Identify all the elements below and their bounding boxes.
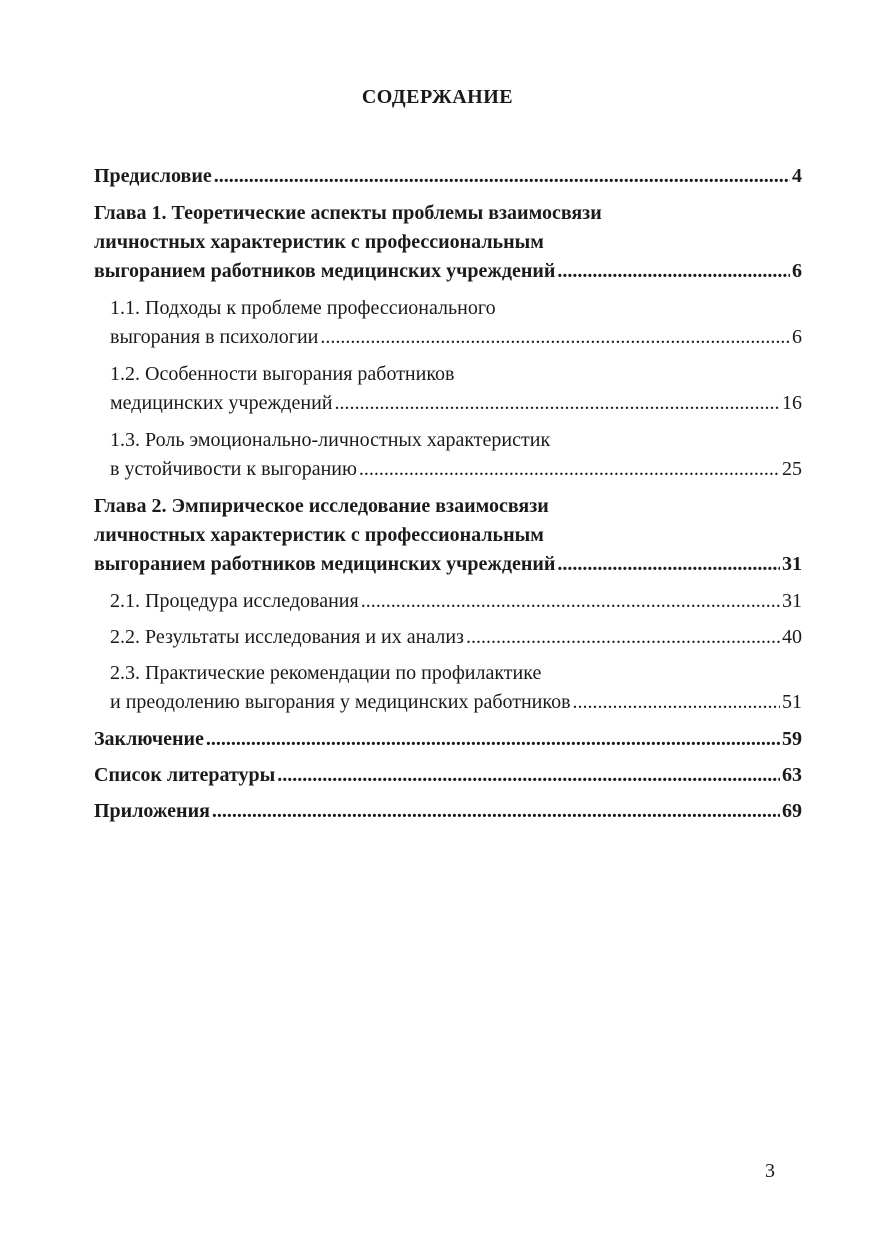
dot-leader	[557, 257, 790, 286]
toc-entry-title: 2.2. Результаты исследования и их анализ	[110, 626, 464, 648]
toc-entry-title: медицинских учреждений	[110, 392, 333, 414]
toc-entry-section-2-3	[94, 659, 802, 717]
dot-leader	[214, 162, 790, 191]
toc-entry-line: Глава 1. Теоретические аспекты проблемы взаимосвязи	[94, 202, 602, 224]
toc-page-number: 31	[782, 590, 802, 612]
toc-entry-title: Список литературы	[94, 764, 276, 786]
dot-leader	[573, 688, 780, 717]
toc-entry-line: 1.1. Подходы к проблеме профессионального	[110, 297, 496, 319]
toc-page-number: 6	[792, 260, 802, 282]
toc-entry-title: выгоранием работников медицинских учреждений	[94, 260, 556, 282]
toc-page-number: 59	[782, 728, 802, 750]
dot-leader	[277, 761, 780, 790]
toc-page-number: 63	[782, 764, 802, 786]
dot-leader	[557, 550, 780, 579]
toc-entry-title: Заключение	[94, 728, 204, 750]
toc-entry-section-1-1	[94, 294, 802, 352]
toc-entry-section-1-3	[94, 426, 802, 484]
toc-entry-preface	[94, 162, 802, 191]
dot-leader	[320, 323, 790, 352]
dot-leader	[212, 797, 780, 826]
toc-entry-section-2-1	[94, 587, 802, 616]
toc-entry-section-2-2	[94, 623, 802, 652]
toc-entry-line: Глава 2. Эмпирическое исследование взаимосвязи	[94, 495, 549, 517]
toc-entry-references	[94, 761, 802, 790]
toc-page-number: 40	[782, 626, 802, 648]
toc-entry-chapter-2	[94, 492, 802, 579]
toc-entry-title: выгорания в психологии	[110, 326, 319, 348]
toc-page-number: 51	[782, 691, 802, 713]
toc-page-number: 25	[782, 458, 802, 480]
dot-leader	[359, 455, 780, 484]
dot-leader	[466, 623, 780, 652]
toc-entry-line: личностных характеристик с профессиональным	[94, 524, 544, 546]
toc-entry-appendices	[94, 797, 802, 826]
toc-entry-title: выгоранием работников медицинских учреждений	[94, 553, 556, 575]
dot-leader	[361, 587, 780, 616]
dot-leader	[334, 389, 780, 418]
toc-entry-chapter-1	[94, 199, 802, 286]
toc-page-number: 31	[782, 553, 802, 575]
toc-entry-title: и преодолению выгорания у медицинских работников	[110, 691, 571, 713]
toc-entry-title: Предисловие	[94, 165, 212, 187]
toc-page-number: 16	[782, 392, 802, 414]
toc-entry-section-1-2	[94, 360, 802, 418]
toc-page-number: 69	[782, 800, 802, 822]
dot-leader	[206, 725, 780, 754]
table-of-contents	[94, 162, 802, 826]
toc-entry-title: Приложения	[94, 800, 210, 822]
toc-entry-line: 1.3. Роль эмоционально-личностных характеристик	[110, 429, 551, 451]
toc-entry-title: в устойчивости к выгоранию	[110, 458, 357, 480]
toc-page-number: 6	[792, 326, 802, 348]
toc-entry-line: личностных характеристик с профессиональным	[94, 231, 544, 253]
page-title: СОДЕРЖАНИЕ	[361, 86, 514, 108]
toc-entry-line: 1.2. Особенности выгорания работников	[110, 363, 455, 385]
toc-entry-conclusion	[94, 725, 802, 754]
toc-entry-title: 2.1. Процедура исследования	[110, 590, 359, 612]
toc-entry-line: 2.3. Практические рекомендации по профилактике	[110, 662, 542, 684]
toc-page-number: 4	[792, 165, 802, 187]
page-number: 3	[765, 1160, 775, 1182]
